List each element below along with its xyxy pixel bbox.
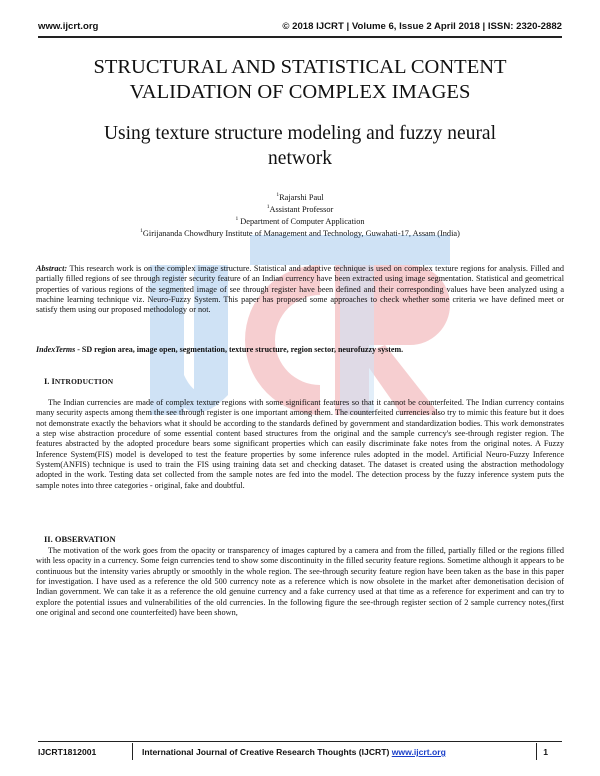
introduction-text: The Indian currencies are made of complex texture regions with some significant features so that it cannot be counterfeited. The Indian currency contains many security aspects among them the see through register is one important among them. The counterfeited currencies also try to mimic this feature but it does not demonstrate exactly the behaviors what it should be according to the standards defined by government and standardization bodies. This work demonstrates a step wise abstraction procedure of some essential content based structures from the original and the sample currency's see-through register region. The features abstracted by the adopted procedure bears some significant properties which can easily discriminate fake notes from the original notes. A Fuzzy Inference System(FIS) model is developed to test the feature properties by some inference rules adopted in the model. Artificial Neuro-Fuzzy Inference System(ANFIS) technique is used to train the FIS using training data set and checking dataset. The dataset is created using the abstraction methodology adopted in the work. Testing data set collected from the sample notes are fed into the model. The detection process by the fuzzy inference system puts the sample notes into three categories - original, fake and doubtful. bbox=[36, 398, 564, 490]
footer-separator bbox=[536, 743, 537, 760]
page-footer bbox=[38, 745, 562, 761]
author-position: $^1$Assistant Professor bbox=[266, 204, 334, 214]
section-heading-observation: II. OBSERVATION bbox=[44, 534, 116, 544]
observation-text: The motivation of the work goes from the opacity or transparency of images captured by a camera and from the filled, partially filled or the regions filled with less opacity in a currency. Some feign currencies tend to show some discontinuity in the filled security feature regions. Sometime although it appears to be continuous but the intensity varies abruptly or smoothly in the whole region. The see-through security feature region have been taken as the base in this paper for investigation. I have used as a reference the old 500 currency note as a reference which is now obsolete in the market after demonetisation decision of Indian government. We can take it as a reference the old genuine currency and a fake currency used at that time as a reference for experiment and can try to explore the potential issues and vulnerabilities of the old currencies. In the following figure the see-through register section of 2 sample currency notes,(first one original and second one counterfeited) have been shown, bbox=[36, 546, 564, 618]
index-terms bbox=[36, 345, 564, 354]
footer-journal: International Journal of Creative Research Thoughts (IJCRT) www.ijcrt.org bbox=[142, 747, 446, 757]
abstract bbox=[36, 264, 564, 316]
header-site[interactable]: www.ijcrt.org bbox=[38, 21, 99, 32]
index-terms-text: - SD region area, image open, segmentation, texture structure, region sector, neurofuzzy system. bbox=[75, 345, 404, 354]
title-line-2: VALIDATION OF COMPLEX IMAGES bbox=[129, 81, 471, 103]
author-institute: $^1$Girijananda Chowdhury Institute of Management and Technology, Guwahati-17, Assam (India) bbox=[140, 228, 460, 238]
abstract-text: This research work is on the complex image structure. Statistical and adaptive technique is used on complex texture regions for analysis. Filled and partially filled regions of see through register security feature of an Indian currency have been extracted using image segmentation. Statistical and geometrical properties of various regions of the segmented image of see through register have been defined and their corresponding values have been analyzed using a machine learning technique viz. Neuro-Fuzzy System. This paper has proposed some approaches to check whether some criteria we have defined meet or satisfy them using our proposed methodology or not. bbox=[36, 264, 564, 315]
abstract-label: Abstract: bbox=[36, 264, 68, 273]
footer-separator bbox=[132, 743, 133, 760]
subtitle-line-2: network bbox=[268, 148, 332, 169]
title-line-1: STRUCTURAL AND STATISTICAL CONTENT bbox=[93, 56, 507, 78]
subtitle-line-1: Using texture structure modeling and fuzzy neural bbox=[103, 123, 497, 144]
footer-page-number: 1 bbox=[543, 747, 548, 757]
watermark-letters bbox=[150, 235, 450, 415]
section-heading-introduction: I. INTRODUCTION bbox=[44, 376, 114, 386]
footer-rule bbox=[38, 741, 562, 742]
author-department: $^1$ Department of Computer Application bbox=[235, 216, 365, 226]
header-rule bbox=[38, 36, 562, 38]
paper-subtitle bbox=[40, 121, 560, 171]
footer-paper-code: IJCRT1812001 bbox=[38, 747, 97, 757]
page-header bbox=[38, 21, 562, 35]
index-terms-label: IndexTerms bbox=[36, 345, 76, 354]
header-issue-info: © 2018 IJCRT | Volume 6, Issue 2 April 2018 | ISSN: 2320-2882 bbox=[282, 21, 562, 32]
author-name: $^1$Rajarshi Paul bbox=[276, 192, 324, 202]
footer-link[interactable]: www.ijcrt.org bbox=[391, 747, 446, 757]
paper-title bbox=[40, 55, 560, 105]
